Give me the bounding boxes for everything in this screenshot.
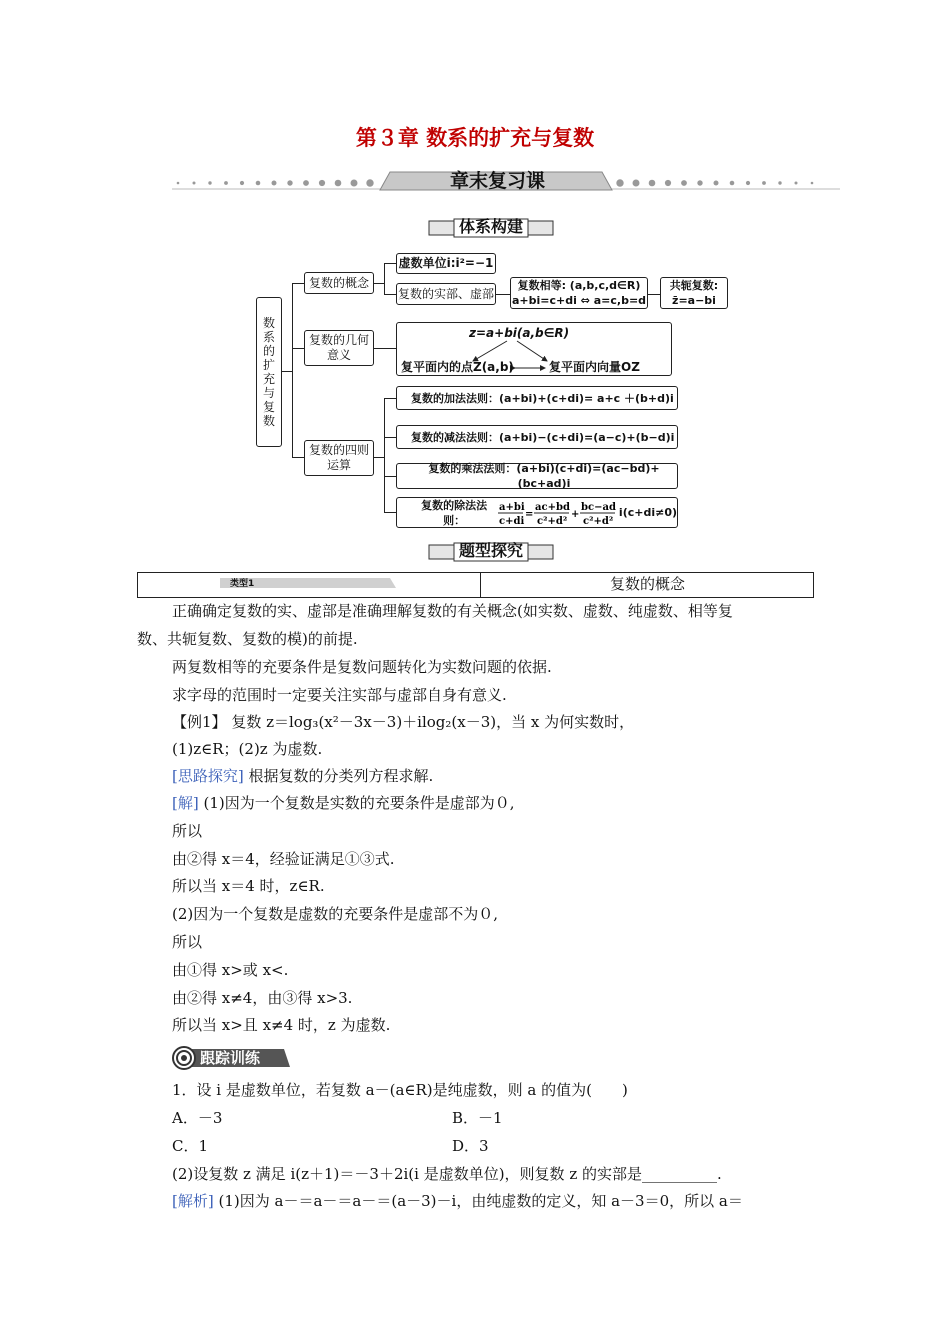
svg-text:c+di: c+di [499,515,525,527]
solution-s8: 由②得 x≠4，由③得 x>3. [172,989,353,1007]
node-equality [510,277,648,309]
example-stem: 复数 z＝log₃(x²－3x－3)＋ilog₂(x－3)，当 x 为何实数时， [231,713,635,731]
geo-left: 复平面内的点Z(a,b) [401,360,514,374]
option-c: C．1 [172,1137,209,1155]
question-2: (2)设复数 z 满足 i(z＋1)＝－3＋2i(i 是虚数单位)，则复数 z 的实部是__________. [172,1165,722,1183]
paragraph-1b: 数、共轭复数、复数的模)的前提. [137,630,358,648]
div-rule-fraction [497,499,619,527]
option-d: D．3 [452,1137,489,1155]
paragraph-1a: 正确确定复数的实、虚部是准确理解复数的有关概念(如实数、虚数、纯虚数、相等复 [172,602,733,620]
svg-text:+: + [571,508,580,520]
hint-line [172,766,433,786]
solution-s1: (1)因为一个复数是实数的充要条件是虚部为０, [203,794,515,812]
svg-text:a+bi: a+bi [499,501,525,513]
svg-text:bc−ad: bc−ad [581,501,617,513]
div-rule [396,497,678,528]
hint-text: 根据复数的分类列方程求解. [248,767,434,785]
node-geometry: 复数的几何意义 [304,330,374,366]
solution-line-1 [172,793,515,813]
solution-s5: (2)因为一个复数是虚数的充要条件是虚部不为０, [172,905,499,923]
analysis-line [172,1191,743,1211]
equality-line2: a+bi=c+di ⇔ a=c,b=d [511,294,647,307]
practice-title: 跟踪训练 [200,1049,261,1067]
root-node: 数系的扩充与复数 [256,297,282,447]
explore-header: 题型探究 [458,541,523,560]
node-concept: 复数的概念 [304,272,374,294]
node-geometry-detail [396,322,672,376]
option-b: B．－1 [452,1109,503,1127]
solution-tag: [解] [172,794,199,812]
solution-s7: 由①得 x>或 x<. [172,961,289,979]
solution-s9: 所以当 x>且 x≠4 时，z 为虚数. [172,1016,391,1034]
svg-text:c²+d²: c²+d² [583,515,614,527]
type-label: 类型1 [230,579,255,589]
solution-s6: 所以 [172,933,203,951]
equality-line1: 复数相等: (a,b,c,d∈R) [517,279,641,292]
solution-s2: 所以 [172,822,203,840]
structure-header: 体系构建 [458,217,523,236]
chapter-title: 第３章 数系的扩充与复数 [355,126,595,150]
example-questions: (1)z∈R；(2)z 为虚数. [172,740,323,758]
svg-text:=: = [525,508,534,520]
conjugate-line2: z̄=a−bi [672,294,716,307]
type-name: 复数的概念 [480,572,814,598]
node-operations: 复数的四则运算 [304,440,374,476]
div-rule-tail: i(c+di≠0) [618,506,677,519]
add-rule: 复数的加法法则：(a+bi)+(c+di)= a+c ＋(b+d)i [396,386,678,410]
paragraph-3: 求字母的范围时一定要关注实部与虚部自身有意义. [172,686,507,704]
geo-right: 复平面内向量OZ [549,360,640,374]
solution-s3: 由②得 x＝4，经验证满足①③式. [172,850,395,868]
geo-top: z=a+bi(a,b∈R) [469,326,570,340]
svg-text:c²+d²: c²+d² [537,515,568,527]
node-real-imag: 复数的实部、虚部 [396,283,496,305]
sub-rule: 复数的减法法则：(a+bi)−(c+di)=(a−c)+(b−d)i [396,425,678,449]
mul-rule: 复数的乘法法则：(a+bi)(c+di)=(ac−bd)+(bc+ad)i [396,463,678,489]
option-a: A．－3 [172,1109,223,1127]
target-icon [181,1055,187,1061]
banner-title: 章末复习课 [449,170,545,192]
conjugate-line1: 共轭复数: [669,279,719,292]
div-rule-label: 复数的除法法则： [421,498,488,527]
solution-s4: 所以当 x＝4 时，z∈R. [172,877,325,895]
analysis-text: (1)因为 a－＝a－＝a－＝(a－3)－i，由纯虚数的定义，知 a－3＝0，所以 a＝ [218,1192,743,1210]
analysis-tag: [解析] [172,1192,214,1210]
svg-text:ac+bd: ac+bd [535,501,571,513]
node-conjugate [660,277,728,309]
node-imag-unit: 虚数单位i:i²=−1 [396,253,496,274]
example-line [172,712,634,732]
hint-tag: [思路探究] [172,767,244,785]
question-1: 1．设 i 是虚数单位，若复数 a－(a∈R)是纯虚数，则 a 的值为( ) [172,1081,628,1099]
example-tag: 【例1】 [172,713,227,731]
paragraph-2: 两复数相等的充要条件是复数问题转化为实数问题的依据. [172,658,552,676]
